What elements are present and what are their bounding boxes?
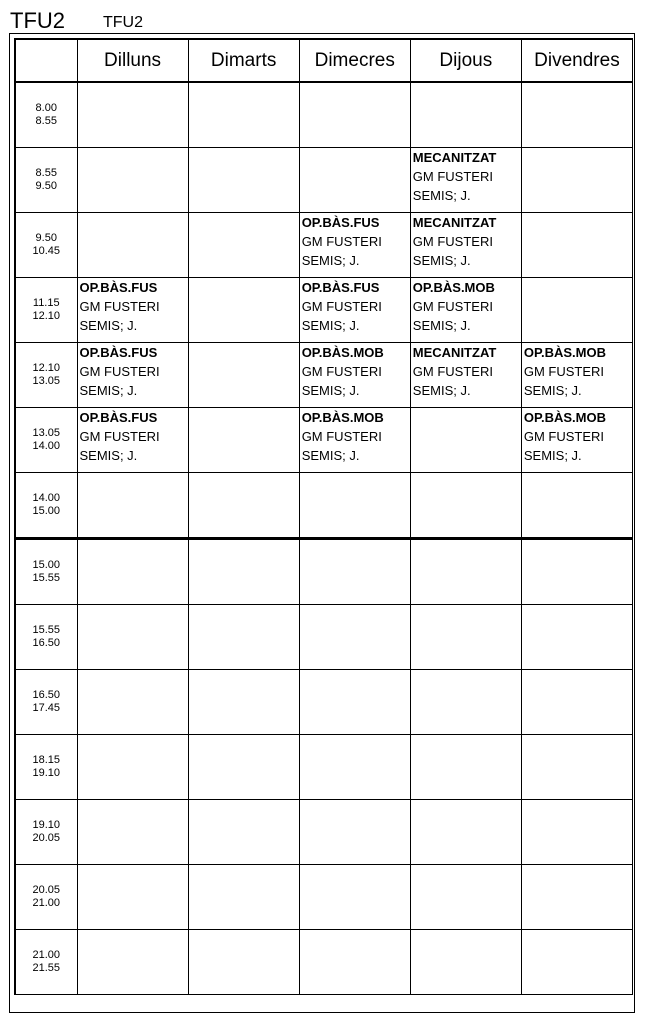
lesson-block [411, 148, 521, 205]
schedule-cell [77, 473, 188, 539]
time-slot [15, 539, 77, 605]
time-end: 16.50 [32, 637, 61, 649]
time-slot [15, 930, 77, 995]
period-row [15, 735, 633, 800]
schedule-cell [410, 343, 521, 408]
time-slot [15, 605, 77, 670]
schedule-cell [77, 539, 188, 605]
schedule-cell [410, 148, 521, 213]
schedule-cell [77, 213, 188, 278]
lesson-group: GM FUSTERI [412, 234, 493, 249]
schedule-cell [410, 539, 521, 605]
schedule-cell [521, 539, 632, 605]
lesson-block [300, 278, 410, 335]
schedule-cell [410, 865, 521, 930]
time-slot [15, 408, 77, 473]
lesson-subject: OP.BÀS.MOB [523, 410, 606, 425]
lesson-subject: OP.BÀS.FUS [301, 215, 380, 230]
schedule-cell [188, 473, 299, 539]
schedule-cell [299, 473, 410, 539]
day-header-dijous: Dijous [410, 39, 521, 82]
schedule-cell [410, 278, 521, 343]
time-start: 21.00 [32, 949, 61, 961]
lesson-teacher: SEMIS; J. [301, 448, 360, 463]
time-start: 15.55 [32, 624, 61, 636]
period-row [15, 408, 633, 473]
lesson-block [411, 278, 521, 335]
schedule-cell [299, 800, 410, 865]
day-header-dimecres: Dimecres [299, 39, 410, 82]
lesson-group: GM FUSTERI [79, 299, 160, 314]
schedule-cell [521, 800, 632, 865]
schedule-cell [410, 605, 521, 670]
lesson-block [411, 213, 521, 270]
lesson-block [411, 343, 521, 400]
lesson-block [300, 343, 410, 400]
schedule-cell [299, 148, 410, 213]
schedule-cell [521, 213, 632, 278]
lesson-teacher: SEMIS; J. [412, 383, 471, 398]
schedule-cell [188, 148, 299, 213]
schedule-cell [299, 930, 410, 995]
lesson-teacher: SEMIS; J. [412, 188, 471, 203]
page-title: TFU2 [10, 8, 65, 33]
lesson-subject: MECANITZAT [412, 150, 497, 165]
schedule-cell [410, 213, 521, 278]
time-slot [15, 735, 77, 800]
time-slot [15, 473, 77, 539]
schedule-cell [188, 278, 299, 343]
time-start: 8.55 [35, 167, 57, 179]
schedule-cell [521, 930, 632, 995]
time-start: 20.05 [32, 884, 61, 896]
time-slot [15, 800, 77, 865]
lesson-subject: OP.BÀS.MOB [412, 280, 495, 295]
schedule-cell [188, 82, 299, 148]
schedule-cell [410, 800, 521, 865]
time-slot [15, 82, 77, 148]
schedule-cell [188, 735, 299, 800]
lesson-group: GM FUSTERI [79, 364, 160, 379]
lesson-block [300, 213, 410, 270]
lesson-teacher: SEMIS; J. [79, 448, 138, 463]
lesson-subject: OP.BÀS.FUS [79, 280, 158, 295]
timetable-body [15, 82, 633, 995]
time-end: 14.00 [32, 440, 61, 452]
time-start: 9.50 [35, 232, 57, 244]
lesson-group: GM FUSTERI [301, 429, 382, 444]
time-end: 10.45 [32, 245, 61, 257]
schedule-cell [521, 408, 632, 473]
lesson-teacher: SEMIS; J. [301, 383, 360, 398]
time-end: 21.55 [32, 962, 61, 974]
lesson-subject: OP.BÀS.MOB [301, 345, 384, 360]
schedule-cell [77, 670, 188, 735]
schedule-cell [521, 148, 632, 213]
schedule-cell [299, 82, 410, 148]
lesson-teacher: SEMIS; J. [412, 318, 471, 333]
time-slot [15, 343, 77, 408]
time-start: 12.10 [32, 362, 61, 374]
lesson-subject: OP.BÀS.MOB [301, 410, 384, 425]
schedule-cell [299, 343, 410, 408]
schedule-cell [521, 865, 632, 930]
time-end: 15.00 [32, 505, 61, 517]
lesson-teacher: SEMIS; J. [79, 318, 138, 333]
period-row [15, 148, 633, 213]
schedule-cell [410, 670, 521, 735]
schedule-cell [77, 343, 188, 408]
lesson-group: GM FUSTERI [412, 299, 493, 314]
lesson-group: GM FUSTERI [412, 364, 493, 379]
lesson-subject: OP.BÀS.FUS [79, 345, 158, 360]
schedule-cell [521, 278, 632, 343]
lesson-group: GM FUSTERI [301, 364, 382, 379]
timetable [14, 38, 633, 995]
time-end: 12.10 [32, 310, 61, 322]
schedule-cell [77, 82, 188, 148]
lesson-group: GM FUSTERI [523, 429, 605, 444]
schedule-cell [299, 865, 410, 930]
schedule-cell [521, 670, 632, 735]
lesson-block [522, 343, 632, 400]
period-row [15, 343, 633, 408]
time-start: 16.50 [32, 689, 61, 701]
time-slot [15, 148, 77, 213]
schedule-cell [77, 408, 188, 473]
lesson-group: GM FUSTERI [79, 429, 160, 444]
schedule-cell [188, 605, 299, 670]
schedule-cell [299, 408, 410, 473]
lesson-teacher: SEMIS; J. [301, 318, 360, 333]
schedule-cell [521, 735, 632, 800]
day-header-row [15, 39, 633, 82]
period-row [15, 930, 633, 995]
lesson-block [522, 408, 632, 465]
schedule-cell [410, 930, 521, 995]
lesson-group: GM FUSTERI [301, 234, 382, 249]
period-row [15, 473, 633, 539]
schedule-cell [410, 82, 521, 148]
schedule-cell [188, 865, 299, 930]
schedule-cell [521, 82, 632, 148]
lesson-teacher: SEMIS; J. [79, 383, 138, 398]
lesson-teacher: SEMIS; J. [523, 448, 582, 463]
lesson-group: GM FUSTERI [301, 299, 382, 314]
schedule-cell [521, 473, 632, 539]
corner-cell [15, 39, 77, 82]
schedule-cell [299, 278, 410, 343]
lesson-subject: OP.BÀS.MOB [523, 345, 606, 360]
schedule-cell [77, 148, 188, 213]
time-end: 19.10 [32, 767, 61, 779]
time-slot [15, 278, 77, 343]
schedule-cell [410, 408, 521, 473]
schedule-cell [77, 605, 188, 670]
lesson-subject: MECANITZAT [412, 215, 497, 230]
period-row [15, 278, 633, 343]
time-end: 17.45 [32, 702, 61, 714]
schedule-cell [77, 278, 188, 343]
time-slot [15, 670, 77, 735]
schedule-cell [521, 605, 632, 670]
day-header-dimarts: Dimarts [188, 39, 299, 82]
lesson-block [78, 278, 188, 335]
lesson-subject: OP.BÀS.FUS [301, 280, 380, 295]
schedule-cell [299, 735, 410, 800]
time-end: 21.00 [32, 897, 61, 909]
period-row [15, 670, 633, 735]
day-header-divendres: Divendres [521, 39, 632, 82]
lesson-teacher: SEMIS; J. [412, 253, 471, 268]
time-start: 13.05 [32, 427, 61, 439]
period-row [15, 865, 633, 930]
time-start: 18.15 [32, 754, 61, 766]
period-row [15, 605, 633, 670]
day-header-dilluns: Dilluns [77, 39, 188, 82]
schedule-cell [77, 735, 188, 800]
schedule-cell [410, 735, 521, 800]
time-start: 19.10 [32, 819, 61, 831]
page-subtitle: TFU2 [103, 14, 143, 31]
time-slot [15, 865, 77, 930]
time-end: 15.55 [32, 572, 61, 584]
time-start: 14.00 [32, 492, 61, 504]
period-row [15, 800, 633, 865]
schedule-cell [77, 865, 188, 930]
schedule-cell [299, 539, 410, 605]
schedule-cell [521, 343, 632, 408]
time-end: 13.05 [32, 375, 61, 387]
period-row [15, 82, 633, 148]
time-start: 11.15 [32, 297, 60, 309]
time-end: 8.55 [35, 115, 57, 127]
schedule-cell [410, 473, 521, 539]
schedule-cell [77, 800, 188, 865]
lesson-group: GM FUSTERI [523, 364, 605, 379]
schedule-cell [188, 930, 299, 995]
schedule-cell [299, 605, 410, 670]
schedule-cell [188, 800, 299, 865]
lesson-subject: MECANITZAT [412, 345, 497, 360]
schedule-cell [188, 213, 299, 278]
time-end: 9.50 [35, 180, 57, 192]
lesson-teacher: SEMIS; J. [523, 383, 582, 398]
schedule-cell [299, 213, 410, 278]
schedule-cell [188, 539, 299, 605]
lesson-block [78, 408, 188, 465]
schedule-cell [77, 930, 188, 995]
time-end: 20.05 [32, 832, 61, 844]
period-row [15, 213, 633, 278]
schedule-cell [188, 408, 299, 473]
time-start: 15.00 [32, 559, 61, 571]
lesson-block [300, 408, 410, 465]
schedule-cell [188, 343, 299, 408]
lesson-group: GM FUSTERI [412, 169, 493, 184]
lesson-subject: OP.BÀS.FUS [79, 410, 158, 425]
time-start: 8.00 [35, 102, 57, 114]
period-row [15, 539, 633, 605]
time-slot [15, 213, 77, 278]
schedule-cell [299, 670, 410, 735]
schedule-cell [188, 670, 299, 735]
lesson-block [78, 343, 188, 400]
lesson-teacher: SEMIS; J. [301, 253, 360, 268]
